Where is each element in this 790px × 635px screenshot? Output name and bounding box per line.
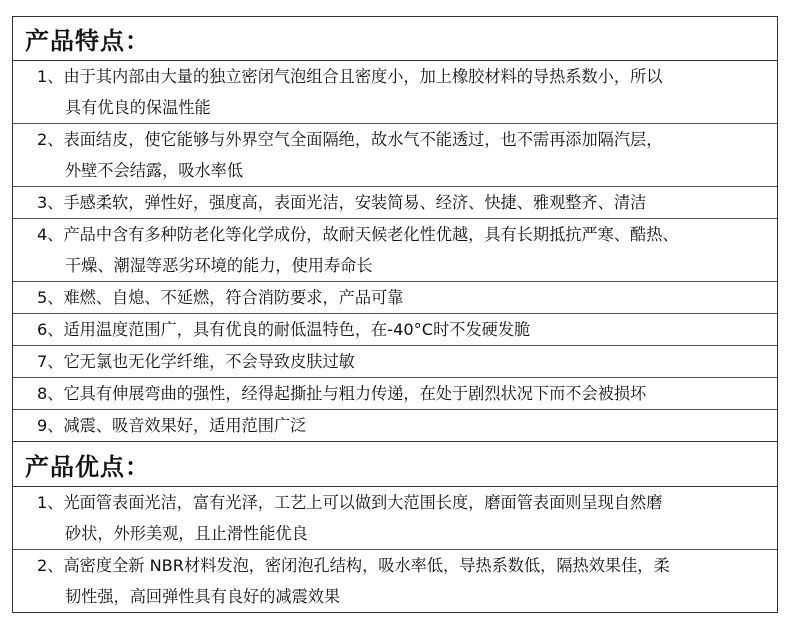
feature-item-6-line-1: 6、适用温度范围广，具有优良的耐低温特色，在-40°C时不发硬发脆 (37, 320, 531, 339)
advantage-item-1 (13, 487, 777, 550)
feature-item-7-line-1: 7、它无氯也无化学纤维，不会导致皮肤过敏 (37, 352, 355, 371)
feature-item-2-line-1: 2、表面结皮，使它能够与外界空气全面隔绝，故水气不能透过，也不需再添加隔汽层， (37, 130, 663, 149)
feature-item-5-line-1: 5、难燃、自熄、不延燃，符合消防要求，产品可靠 (37, 288, 404, 307)
feature-item-2-line-2: 外壁不会结露，吸水率低 (65, 161, 244, 180)
features-section-title: 产品特点： (13, 17, 777, 61)
feature-item-9-line-1: 9、减震、吸音效果好，适用范围广泛 (37, 416, 307, 435)
advantage-item-2-line-1: 2、高密度全新 NBR材料发泡，密闭泡孔结构，吸水率低，导热系数低，隔热效果佳，柔 (37, 556, 670, 575)
feature-item-7 (13, 346, 777, 378)
advantage-item-2 (13, 550, 777, 612)
advantages-list (13, 487, 777, 612)
feature-item-3 (13, 187, 777, 219)
advantage-item-2-line-2: 韧性强，高回弹性具有良好的减震效果 (65, 587, 341, 606)
feature-item-9 (13, 410, 777, 441)
feature-item-4-line-1: 4、产品中含有多种防老化等化学成份，故耐天候老化性优越，具有长期抵抗严寒、酷热、 (37, 225, 679, 244)
advantage-item-1-line-1: 1、光面管表面光洁，富有光泽，工艺上可以做到大范围长度，磨面管表面则呈现自然磨 (37, 493, 663, 512)
feature-item-6 (13, 314, 777, 346)
advantage-item-1-line-2: 砂状，外形美观，且止滑性能优良 (65, 524, 308, 543)
feature-item-5 (13, 282, 777, 314)
feature-item-1-line-2: 具有优良的保温性能 (65, 98, 211, 117)
product-info-table (12, 16, 778, 613)
feature-item-4-line-2: 干燥、潮湿等恶劣环境的能力，使用寿命长 (65, 256, 373, 275)
feature-item-8-line-1: 8、它具有伸展弯曲的强性，经得起撕扯与粗力传递，在处于剧烈状况下而不会被损坏 (37, 384, 647, 403)
feature-item-4 (13, 219, 777, 282)
features-list (13, 61, 777, 441)
advantages-section-title: 产品优点： (13, 441, 777, 487)
feature-item-2 (13, 124, 777, 187)
feature-item-1-line-1: 1、由于其内部由大量的独立密闭气泡组合且密度小，加上橡胶材料的导热系数小，所以 (37, 67, 663, 86)
feature-item-3-line-1: 3、手感柔软，弹性好，强度高，表面光洁，安装简易、经济、快捷、雅观整齐、清洁 (37, 193, 647, 212)
feature-item-1 (13, 61, 777, 124)
feature-item-8 (13, 378, 777, 410)
